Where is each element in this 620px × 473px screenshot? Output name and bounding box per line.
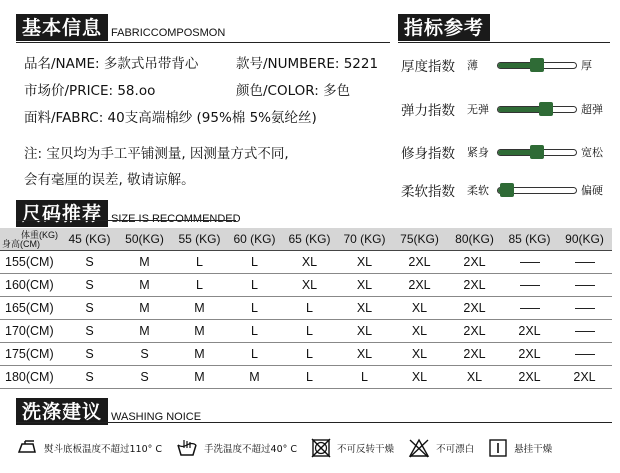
iron-icon [16, 440, 38, 456]
size-table-row [0, 365, 612, 388]
size-cell: XL [392, 319, 447, 342]
size-cell [502, 296, 557, 319]
height-axis-label: 身高(CM) [2, 238, 40, 249]
size-cell: 2XL [447, 296, 502, 319]
divider [16, 42, 390, 43]
no-bleach-icon [408, 438, 430, 458]
index-label: 厚度指数 [401, 59, 455, 75]
weight-column-header: 60 (KG) [227, 228, 282, 250]
index-row-fit [401, 142, 613, 162]
size-cell: 2XL [447, 342, 502, 365]
size-table-row [0, 296, 612, 319]
index-row-elasticity [401, 99, 613, 119]
size-cell [557, 273, 612, 296]
index-min-label: 紧身 [467, 146, 489, 159]
index-label: 柔软指数 [401, 184, 455, 200]
index-slider-knob [530, 58, 544, 72]
size-cell: XL [282, 273, 337, 296]
wash-label: 不可漂白 [436, 444, 475, 455]
size-cell: L [282, 365, 337, 388]
height-row-header: 175(CM) [0, 342, 62, 365]
wash-item-hang-dry [488, 438, 552, 458]
weight-column-header: 75(KG) [392, 228, 447, 250]
size-cell: M [117, 250, 172, 273]
size-cell: L [282, 319, 337, 342]
size-cell: S [62, 250, 117, 273]
weight-column-header: 50(KG) [117, 228, 172, 250]
size-cell: 2XL [392, 250, 447, 273]
size-table-row [0, 250, 612, 273]
size-cell: 2XL [502, 365, 557, 388]
product-name: 品名/NAME: 多款式吊带背心 [24, 56, 199, 72]
wash-item-no-tumble [311, 438, 394, 458]
size-cell: L [227, 250, 282, 273]
basic-info-header [16, 14, 225, 41]
info-row-name [24, 52, 378, 72]
size-cell: L [282, 342, 337, 365]
size-cell: L [282, 296, 337, 319]
weight-column-header: 85 (KG) [502, 228, 557, 250]
no-size-dash [520, 262, 540, 263]
size-cell: S [117, 365, 172, 388]
note-text-1: 注: 宝贝均为手工平铺测量, 因测量方式不同, [24, 146, 289, 162]
divider [16, 422, 612, 423]
basic-info-subtitle: FABRICCOMPOSMON [111, 27, 226, 39]
index-row-thickness [401, 55, 613, 75]
index-slider [497, 149, 577, 156]
size-cell: M [172, 365, 227, 388]
size-cell: L [227, 296, 282, 319]
wash-header [16, 398, 201, 425]
no-size-dash [575, 285, 595, 286]
size-cell: L [172, 250, 227, 273]
weight-column-header: 65 (KG) [282, 228, 337, 250]
height-row-header: 155(CM) [0, 250, 62, 273]
size-cell: M [117, 273, 172, 296]
size-cell: M [117, 296, 172, 319]
no-size-dash [575, 308, 595, 309]
size-title: 尺码推荐 [16, 200, 108, 227]
size-cell: XL [392, 342, 447, 365]
size-cell: XL [392, 365, 447, 388]
index-slider-knob [539, 102, 553, 116]
index-label: 弹力指数 [401, 103, 455, 119]
info-row-price [24, 79, 350, 99]
no-size-dash [575, 331, 595, 332]
size-table [0, 228, 612, 389]
size-cell: S [62, 319, 117, 342]
size-cell: M [117, 319, 172, 342]
wash-subtitle: WASHING NOICE [111, 411, 202, 423]
wash-label: 悬挂干燥 [514, 444, 553, 455]
index-max-label: 厚 [581, 59, 592, 72]
size-cell: L [227, 273, 282, 296]
index-title: 指标参考 [398, 14, 490, 41]
divider [16, 220, 236, 221]
size-cell: 2XL [392, 273, 447, 296]
product-fabric: 面料/FABRC: 40支高端棉纱 (95%棉 5%氨纶丝) [24, 110, 317, 126]
size-cell: XL [447, 365, 502, 388]
weight-column-header: 55 (KG) [172, 228, 227, 250]
size-header [16, 200, 241, 227]
size-cell: M [172, 296, 227, 319]
height-row-header: 165(CM) [0, 296, 62, 319]
size-table-row [0, 273, 612, 296]
size-cell: XL [337, 342, 392, 365]
size-cell: 2XL [502, 319, 557, 342]
size-cell: 2XL [447, 273, 502, 296]
no-size-dash [520, 285, 540, 286]
size-cell: M [227, 365, 282, 388]
index-slider [497, 62, 577, 69]
note-text-2: 会有毫厘的误差, 敬请谅解。 [24, 172, 195, 188]
size-cell [557, 342, 612, 365]
size-cell: XL [282, 250, 337, 273]
basic-info-title: 基本信息 [16, 14, 108, 41]
index-max-label: 宽松 [581, 146, 603, 159]
info-row-fabric [24, 106, 317, 126]
size-cell: XL [392, 296, 447, 319]
size-table-corner [0, 228, 62, 250]
wash-item-no-bleach [408, 438, 474, 458]
size-cell: 2XL [447, 250, 502, 273]
weight-column-header: 90(KG) [557, 228, 612, 250]
size-table-header-row [0, 228, 612, 250]
index-slider-knob [530, 145, 544, 159]
size-cell: XL [337, 273, 392, 296]
index-max-label: 超弹 [581, 103, 603, 116]
size-cell: L [227, 319, 282, 342]
weight-axis-label: 体重(KG) [21, 230, 58, 240]
size-cell: S [62, 273, 117, 296]
wash-label: 不可反转干燥 [337, 444, 395, 455]
index-slider [497, 187, 577, 194]
size-table-row [0, 319, 612, 342]
wash-instructions [16, 434, 612, 462]
index-min-label: 薄 [467, 59, 478, 72]
size-cell: XL [337, 296, 392, 319]
product-number: 款号/NUMBERE: 5221 [236, 56, 379, 72]
weight-column-header: 80(KG) [447, 228, 502, 250]
note-line-2 [24, 168, 195, 188]
wash-label: 手洗温度不超过40° C [204, 444, 298, 455]
wash-label: 熨斗底板温度不超过110° C [44, 444, 163, 455]
size-cell [557, 250, 612, 273]
no-tumble-dry-icon [311, 438, 331, 458]
size-cell: 2XL [447, 319, 502, 342]
note-line-1 [24, 142, 289, 162]
size-cell: 2XL [557, 365, 612, 388]
size-subtitle: SIZE IS RECOMMENDED [111, 213, 241, 225]
product-color: 颜色/COLOR: 多色 [236, 83, 351, 99]
size-cell [557, 319, 612, 342]
size-table-row [0, 342, 612, 365]
index-slider-knob [500, 183, 514, 197]
index-label: 修身指数 [401, 146, 455, 162]
height-row-header: 180(CM) [0, 365, 62, 388]
size-cell: L [172, 273, 227, 296]
wash-item-iron [16, 440, 162, 456]
no-size-dash [520, 308, 540, 309]
height-row-header: 170(CM) [0, 319, 62, 342]
size-cell [502, 250, 557, 273]
index-min-label: 柔软 [467, 184, 489, 197]
index-row-softness [401, 180, 613, 200]
size-cell: XL [337, 250, 392, 273]
size-cell: S [62, 365, 117, 388]
wash-item-hand-wash [176, 439, 297, 457]
index-header [398, 14, 490, 41]
size-cell: XL [337, 319, 392, 342]
size-cell: L [227, 342, 282, 365]
size-cell: M [172, 319, 227, 342]
no-size-dash [575, 354, 595, 355]
size-cell: 2XL [502, 342, 557, 365]
size-cell [557, 296, 612, 319]
size-cell [502, 273, 557, 296]
index-slider [497, 106, 577, 113]
index-max-label: 偏硬 [581, 184, 603, 197]
divider [398, 42, 610, 43]
weight-column-header: 45 (KG) [62, 228, 117, 250]
weight-column-header: 70 (KG) [337, 228, 392, 250]
size-cell: S [117, 342, 172, 365]
hand-wash-icon [176, 439, 198, 457]
size-cell: S [62, 342, 117, 365]
index-min-label: 无弹 [467, 103, 489, 116]
size-cell: M [172, 342, 227, 365]
wash-title: 洗涤建议 [16, 398, 108, 425]
height-row-header: 160(CM) [0, 273, 62, 296]
size-cell: S [62, 296, 117, 319]
hang-dry-icon [488, 438, 508, 458]
size-cell: L [337, 365, 392, 388]
no-size-dash [575, 262, 595, 263]
product-price: 市场价/PRICE: 58.oo [24, 83, 156, 99]
